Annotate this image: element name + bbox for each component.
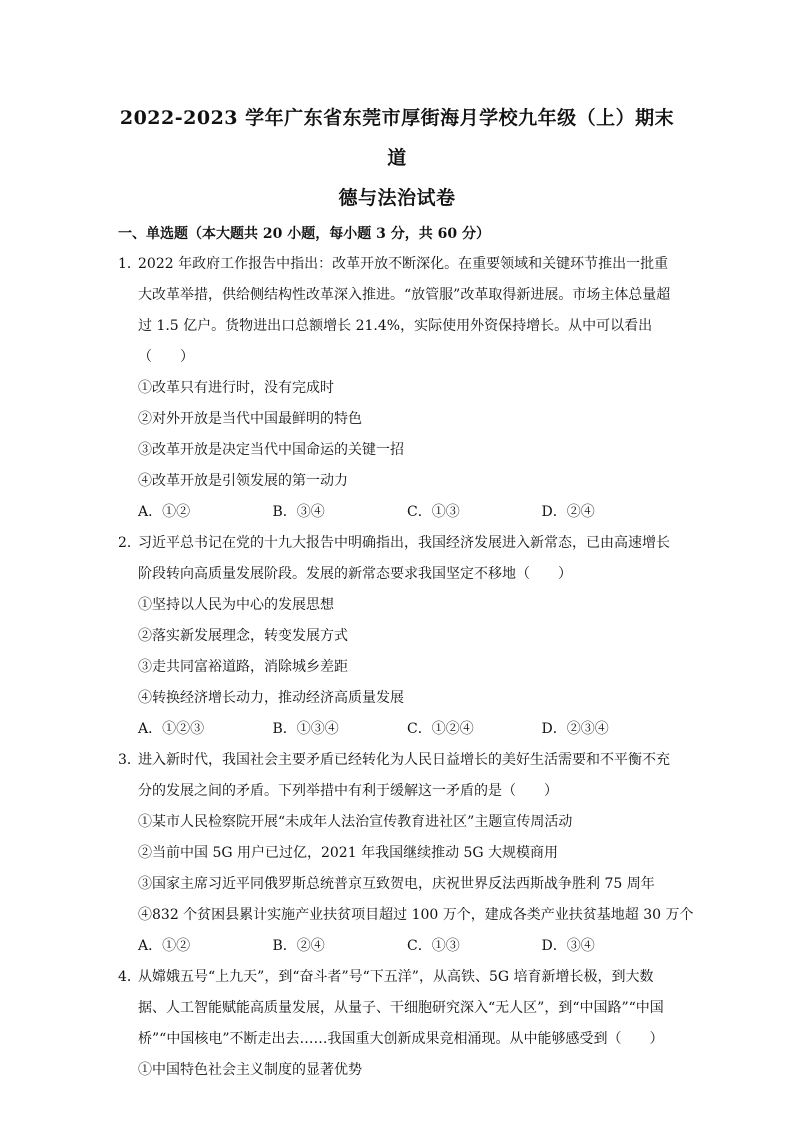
statement: ②落实新发展理念，转变发展方式 bbox=[138, 628, 348, 644]
question-stem bbox=[118, 249, 676, 373]
statement: ①改革只有进行时，没有完成时 bbox=[138, 380, 334, 396]
option-a: A．①② bbox=[138, 504, 191, 520]
question-stem bbox=[118, 745, 676, 807]
statement: ③改革开放是决定当代中国命运的关键一招 bbox=[138, 442, 404, 458]
option-b: B．①③④ bbox=[272, 721, 339, 737]
question-1 bbox=[118, 249, 676, 528]
question-number: 4． bbox=[118, 969, 141, 985]
option-d: D．②③④ bbox=[541, 721, 609, 737]
title-line-1: 2022-2023 学年广东省东莞市厚街海月学校九年级（上）期末道 bbox=[119, 107, 675, 169]
option-c: C．①②④ bbox=[407, 721, 474, 737]
question-3 bbox=[118, 745, 694, 962]
question-stem bbox=[118, 528, 676, 590]
answer-options bbox=[118, 714, 676, 745]
option-a: A．①②③ bbox=[138, 721, 205, 737]
statement: ②当前中国 5G 用户已过亿，2021 年我国继续推动 5G 大规模商用 bbox=[138, 845, 559, 861]
option-d: D．③④ bbox=[541, 938, 595, 954]
statement: ③国家主席习近平同俄罗斯总统普京互致贺电，庆祝世界反法西斯战争胜利 75 周年 bbox=[138, 876, 655, 892]
statement: ①中国特色社会主义制度的显著优势 bbox=[138, 1062, 362, 1078]
statement: ②对外开放是当代中国最鲜明的特色 bbox=[138, 411, 362, 427]
option-b: B．②④ bbox=[272, 938, 325, 954]
title-line-2: 德与法治试卷 bbox=[338, 187, 456, 209]
statement: ④832 个贫困县累计实施产业扶贫项目超过 100 万个，建成各类产业扶贫基地超 30 万个 bbox=[138, 907, 694, 923]
question-4 bbox=[118, 962, 676, 1086]
option-a: A．①② bbox=[138, 938, 191, 954]
question-text: 从嫦娥五号“上九天”，到“奋斗者”号“下五洋”，从高铁、5G 培育新增长极，到大数据、人工智能赋能高质量发展，从量子、干细胞研究深入“无人区”，到“中国路”“中国桥”“中国核电”不断走出去……我国重大创新成果竞相涌现。从中能够感受到（ ） bbox=[138, 969, 664, 1047]
option-c: C．①③ bbox=[407, 504, 460, 520]
statement: ①某市人民检察院开展“未成年人法治宣传教育进社区”主题宣传周活动 bbox=[138, 814, 573, 830]
answer-options bbox=[118, 931, 676, 962]
statement: ④转换经济增长动力，推动经济高质量发展 bbox=[138, 690, 404, 706]
question-text: 进入新时代，我国社会主要矛盾已经转化为人民日益增长的美好生活需要和不平衡不充分的发展之间的矛盾。下列举措中有利于缓解这一矛盾的是（ ） bbox=[138, 752, 670, 799]
option-c: C．①③ bbox=[407, 938, 460, 954]
question-2 bbox=[118, 528, 676, 745]
answer-options bbox=[118, 497, 676, 528]
question-text: 2022 年政府工作报告中指出：改革开放不断深化。在重要领域和关键环节推出一批重大改革举措，供给侧结构性改革深入推进。“放管服”改革取得新进展。市场主体总量超过 1.5 亿户。货物进出口总额增长 21.4%，实际使用外资保持增长。从中可以看出（ ） bbox=[138, 256, 671, 365]
question-number: 2． bbox=[118, 535, 141, 551]
question-text: 习近平总书记在党的十九大报告中明确指出，我国经济发展进入新常态，已由高速增长阶段转向高质量发展阶段。发展的新常态要求我国坚定不移地（ ） bbox=[138, 535, 670, 582]
option-d: D．②④ bbox=[541, 504, 595, 520]
question-stem bbox=[118, 962, 676, 1055]
statement: ④改革开放是引领发展的第一动力 bbox=[138, 473, 348, 489]
option-b: B．③④ bbox=[272, 504, 325, 520]
section-header: 一、单选题（本大题共 20 小题，每小题 3 分，共 60 分） bbox=[118, 226, 490, 242]
statement: ①坚持以人民为中心的发展思想 bbox=[138, 597, 334, 613]
exam-title bbox=[118, 98, 676, 218]
question-number: 1． bbox=[118, 256, 141, 272]
question-number: 3． bbox=[118, 752, 141, 768]
statement: ③走共同富裕道路，消除城乡差距 bbox=[138, 659, 348, 675]
